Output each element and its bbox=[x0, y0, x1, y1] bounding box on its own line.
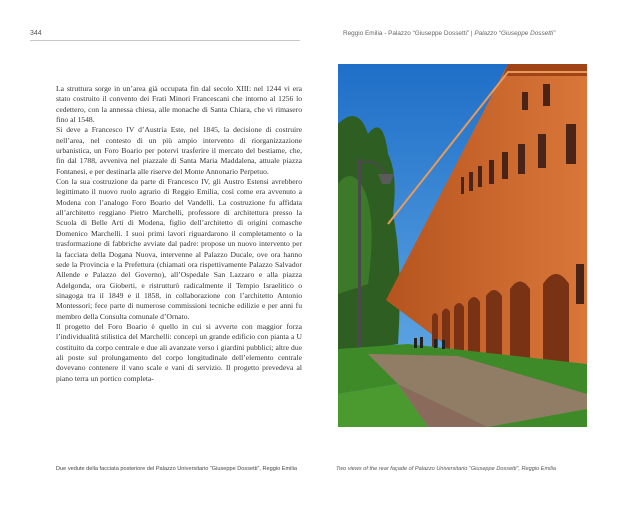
running-head bbox=[343, 30, 618, 37]
caption-english: Two views of the rear façade of Palazzo Universitario “Giuseppe Dossetti”, Reggio Emilia bbox=[336, 466, 557, 472]
page-number: 344 bbox=[30, 30, 42, 37]
paragraph: Il progetto del Foro Boario è quello in cui si avverte con maggior forza l’individualità stilistica del Marchelli: concepì un grande edificio con pianta a U costituito da corpo centrale e due ali avanzate verso i giardini pubblici; altre due ali poste sul prolungamento del corpo longitudinale dell’elemento centrale dovevano contenere il vano scale e vani di servizio. Il progetto prevedeva al piano terra un portico completa- bbox=[56, 321, 302, 383]
paragraph: La struttura sorge in un’area già occupata fin dal secolo XIII: nel 1244 vi era stato costruito il convento dei Frati Minori Francescani che intorno al 1256 lo cedettero, con la annessa chiesa, alle monache di Santa Chiara, che vi rimasero fino al 1548. bbox=[56, 84, 302, 125]
paragraph: Si deve a Francesco IV d’Austria Este, nel 1845, la decisione di costruire nell’area, nel contesto di un più ampio intervento di riorganizzazione urbanistica, un Foro Boario per potervi trasferire il mercato del bestiame, che, fin dal 1788, avveniva nel piazzale di Santa Maria Maddalena, attuale piazza Fontanesi, e per destinarla alle riserve del Monte Annonario Perpetuo. bbox=[56, 125, 302, 176]
paragraph: Con la sua costruzione da parte di Francesco IV, gli Austro Estensi avrebbero legittimato il nuovo ruolo agrario di Reggio Emilia, così come era avvenuto a Modena con l’analogo Foro Boario del Vandelli. La costruzione fu affidata all’architetto reggiano Pietro Marchelli, professore di architettura presso la Scuola di Belle Arti di Modena, figlio dell’architetto di origini comasche Domenico Marchelli. I suoi primi lavori riguardarono il completamento o la trasformazione di fabbriche avviate dal padre: propose un nuovo intervento per la facciata della Dogana Nuova, intervenne al Palazzo Ducale, ove ora hanno sede la Provincia e la Prefettura (chiamati ora rispettivamente Palazzo Salvador Allende e Palazzo del Governo), all’Ospedale San Lazzaro e alla piazza Adelgonda, ora Gioberti, e ristrutturò radicalmente il Tempio Israelitico o sinagoga tra il 1849 e il 1858, in collaborazione con l’architetto Antonio Montessori; fece parte di numerose commissioni tecniche edilizie e per anni fu membro della Consulta comunale d’Ornato. bbox=[56, 177, 302, 321]
caption-italian: Due vedute della facciata posteriore del Palazzo Universitario “Giuseppe Dossetti”, Reggio Emilia bbox=[56, 466, 297, 472]
body-text bbox=[56, 84, 302, 384]
header-rule bbox=[30, 40, 300, 41]
building-photo bbox=[338, 64, 587, 427]
running-head-location: Reggio Emilia - Palazzo “Giuseppe Dossetti” | bbox=[343, 30, 475, 37]
running-head-title: Palazzo “Giuseppe Dossetti” bbox=[474, 30, 556, 37]
